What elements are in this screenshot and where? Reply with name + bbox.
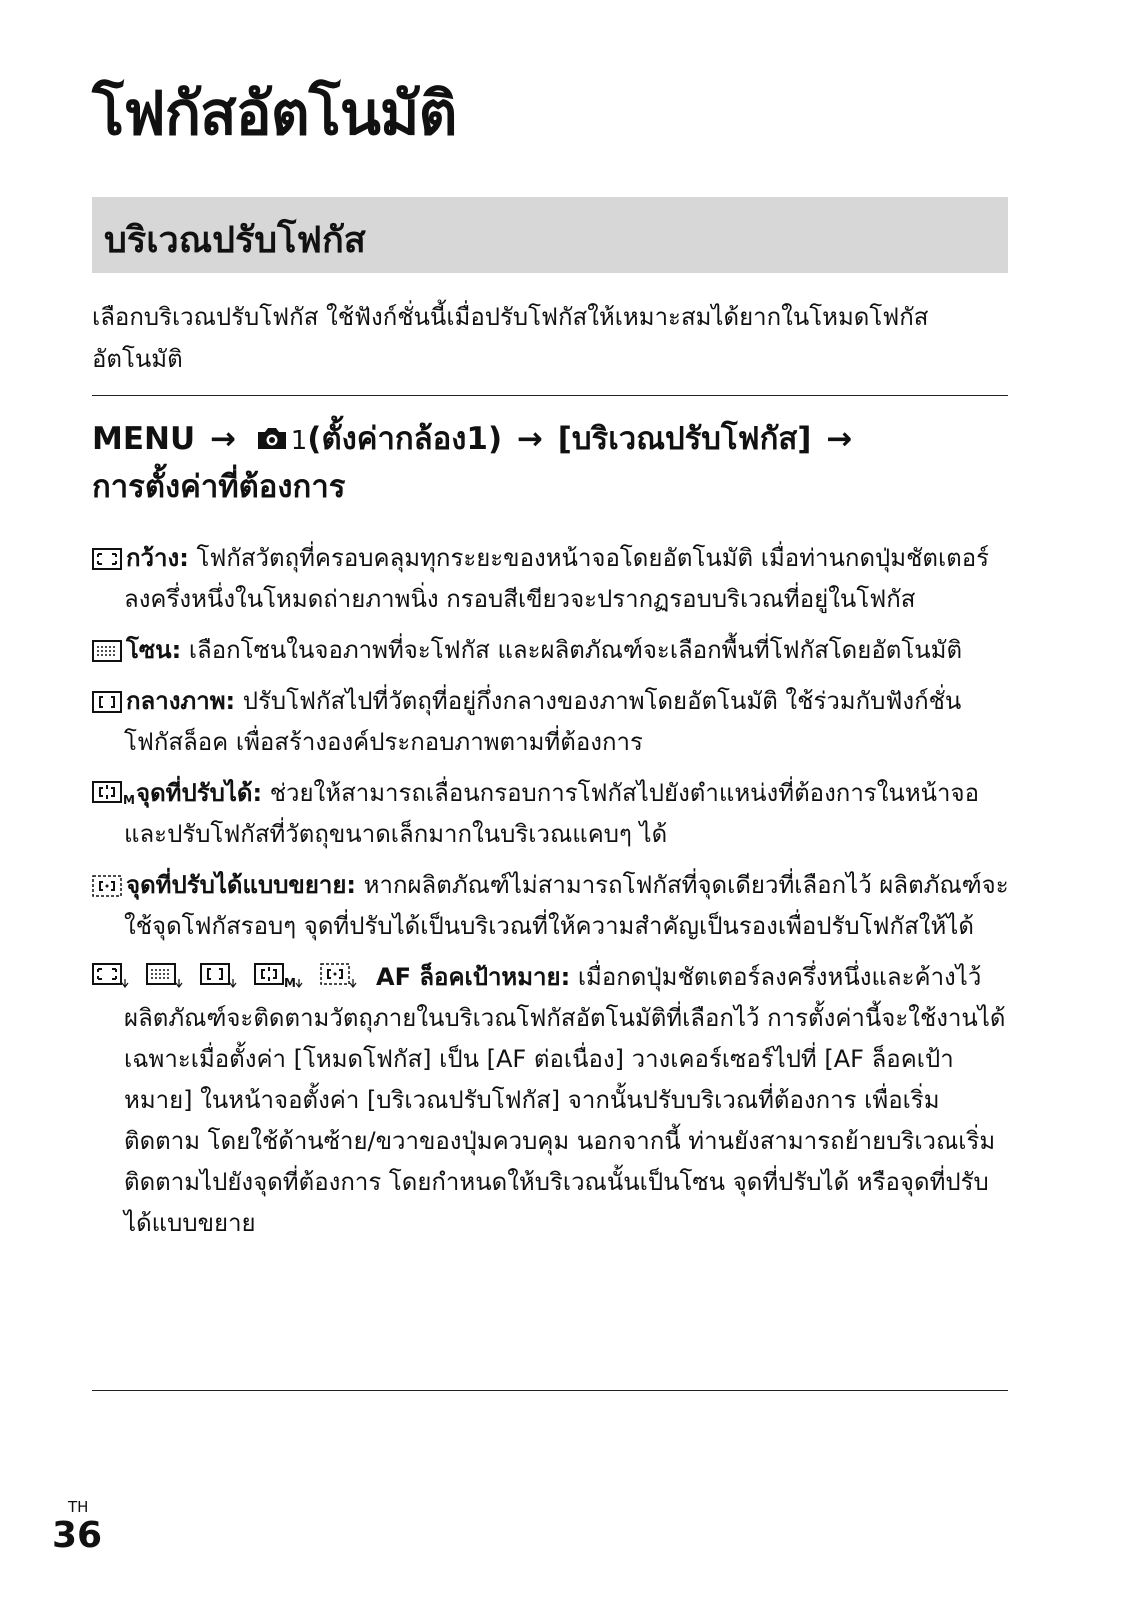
option-name: AF ล็อคเป้าหมาย:: [376, 963, 571, 991]
svg-text:M: M: [284, 976, 296, 990]
divider-top: [92, 395, 1008, 396]
option-zone: [92, 630, 1012, 671]
chapter-title: โฟกัสอัตโนมัติ: [92, 79, 457, 149]
svg-text:M: M: [123, 793, 135, 807]
option-expand-flexible-spot: [92, 865, 1012, 947]
option-description: เลือกโซนในจอภาพที่จะโฟกัส และผลิตภัณฑ์จะเลือกพื้นที่โฟกัสโดยอัตโนมัติ: [181, 636, 963, 664]
zone-icon: [92, 640, 122, 662]
menu-path: [92, 416, 1008, 510]
option-name: กลางภาพ:: [126, 687, 236, 715]
option-description: ปรับโฟกัสไปที่วัตถุที่อยู่กึ่งกลางของภาพโดยอัตโนมัติ ใช้ร่วมกับฟังก์ชั่นโฟกัสล็อค เพื่อสร้างองค์ประกอบภาพตามที่ต้องการ: [124, 687, 962, 756]
menu-step-desired-setting: การตั้งค่าที่ต้องการ: [92, 469, 346, 505]
menu-step-camera-settings: (ตั้งค่ากล้อง1): [307, 421, 503, 457]
expand-flexible-spot-icon: [92, 875, 122, 897]
option-description: ช่วยให้สามารถเลื่อนกรอบการโฟกัสไปยังตำแหน่งที่ต้องการในหน้าจอ และปรับโฟกัสที่วัตถุขนาดเล็กมากในบริเวณแคบๆ ได้: [124, 779, 979, 848]
option-flexible-spot: [92, 773, 1012, 855]
option-name: จุดที่ปรับได้:: [136, 779, 263, 807]
option-lock-on-af: [92, 957, 1012, 1244]
option-description: เมื่อกดปุ่มชัตเตอร์ลงครึ่งหนึ่งและค้างไว้ ผลิตภัณฑ์จะติดตามวัตถุภายในบริเวณโฟกัสอัตโนมัติที่เลือกไว้ การตั้งค่านี้จะใช้งานได้เฉพาะเมื่อตั้งค่า [โหมดโฟกัส] เป็น [AF ต่อเนื่อง] วางเคอร์เซอร์ไปที่ [AF ล็อคเป้าหมาย] ในหน้าจอตั้งค่า [บริเวณปรับโฟกัส] จากนั้นปรับบริเวณที่ต้องการ เพื่อเริ่มติดตาม โดยใช้ด้านซ้าย/ขวาของปุ่มควบคุม นอกจากนี้ ท่านยังสามารถย้ายบริเวณเริ่มติดตามไปยังจุดที่ต้องการ โดยกำหนดให้บริเวณนั้นเป็นโซน จุดที่ปรับได้ หรือจุดที่ปรับได้แบบขยาย: [124, 963, 1006, 1237]
menu-step-focus-area: [บริเวณปรับโฟกัส]: [557, 421, 812, 457]
section-header-bar: [92, 197, 1008, 273]
divider-bottom: [92, 1390, 1008, 1391]
option-center: [92, 681, 1012, 763]
options-list: [92, 538, 1012, 1254]
camera-icon: [255, 418, 289, 442]
option-name: จุดที่ปรับได้แบบขยาย:: [126, 871, 357, 899]
section-title: บริเวณปรับโฟกัส: [104, 220, 366, 261]
page-language: TH: [68, 1498, 89, 1516]
option-description: โฟกัสวัตถุที่ครอบคลุมทุกระยะของหน้าจอโดยอัตโนมัติ เมื่อท่านกดปุ่มชัตเตอร์ลงครึ่งหนึ่งในโหมดถ่ายภาพนิ่ง กรอบสีเขียวจะปรากฏรอบบริเวณที่อยู่ในโฟกัส: [124, 544, 990, 613]
menu-label: MENU: [92, 421, 196, 457]
arrow-icon: →: [516, 421, 543, 457]
option-wide: [92, 538, 1012, 620]
page-number: 36: [52, 1515, 103, 1556]
intro-text: เลือกบริเวณปรับโฟกัส ใช้ฟังก์ชั่นนี้เมื่อปรับโฟกัสให้เหมาะสมได้ยากในโหมดโฟกัสอัตโนมัติ: [92, 303, 929, 373]
arrow-icon: →: [826, 421, 853, 457]
option-description: หากผลิตภัณฑ์ไม่สามารถโฟกัสที่จุดเดียวที่เลือกไว้ ผลิตภัณฑ์จะใช้จุดโฟกัสรอบๆ จุดที่ปรับได้เป็นบริเวณที่ให้ความสำคัญเป็นรองเพื่อปรับโฟกัสให้ได้: [124, 871, 1009, 940]
camera-menu-number: 1: [290, 426, 308, 456]
arrow-icon: →: [209, 421, 236, 457]
flexible-spot-icon: [92, 781, 135, 807]
wide-area-icon: [92, 548, 122, 570]
option-name: กว้าง:: [126, 544, 189, 572]
option-name: โซน:: [126, 636, 182, 664]
center-icon: [92, 691, 122, 713]
lock-on-af-icons: [92, 963, 372, 989]
